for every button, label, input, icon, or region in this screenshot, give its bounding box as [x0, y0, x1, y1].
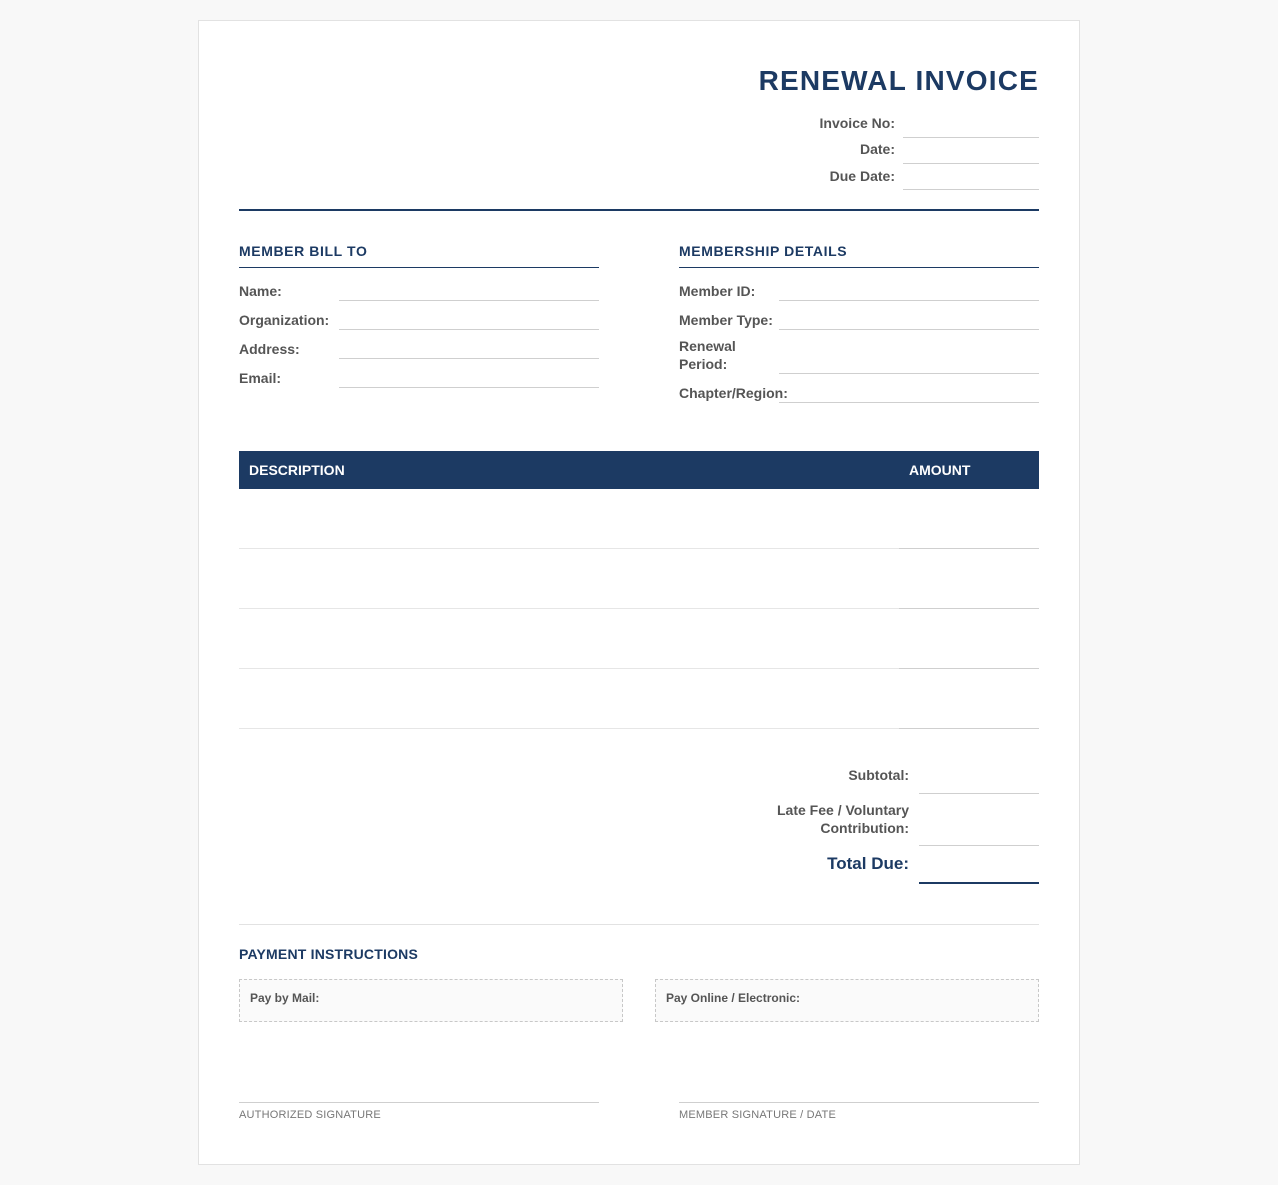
payment-heading: PAYMENT INSTRUCTIONS [239, 946, 419, 962]
address-label: Address: [239, 341, 300, 357]
description-cell[interactable] [239, 548, 899, 549]
amount-cell[interactable] [899, 668, 1039, 669]
member-signature-line[interactable] [679, 1102, 1039, 1103]
total-due-label: Total Due: [827, 854, 909, 873]
organization-label: Organization: [239, 312, 330, 328]
invoice-no-label: Invoice No: [819, 115, 895, 131]
amount-cell[interactable] [899, 608, 1039, 609]
amount-cell[interactable] [899, 728, 1039, 729]
date-label: Date: [859, 141, 895, 157]
address-field[interactable] [339, 358, 599, 359]
organization-field[interactable] [339, 329, 599, 330]
description-cell[interactable] [239, 728, 899, 729]
member-id-label: Member ID: [679, 283, 756, 299]
pay-by-mail-label: Pay by Mail: [250, 991, 320, 1005]
due-date-label: Due Date: [829, 168, 895, 184]
due-date-field[interactable] [903, 189, 1039, 190]
bill-to-rule [239, 267, 599, 268]
name-field[interactable] [339, 300, 599, 301]
authorized-signature-line[interactable] [239, 1102, 599, 1103]
email-label: Email: [239, 370, 282, 386]
amount-column-header: AMOUNT [909, 462, 971, 478]
member-type-field[interactable] [779, 329, 1039, 330]
subtotal-field[interactable] [919, 793, 1039, 794]
late-fee-field[interactable] [919, 845, 1039, 846]
amount-cell[interactable] [899, 548, 1039, 549]
pay-by-mail-box[interactable] [239, 979, 623, 1022]
membership-heading: MEMBERSHIP DETAILS [679, 243, 848, 259]
invoice-title: RENEWAL INVOICE [758, 65, 1039, 96]
member-signature-caption: MEMBER SIGNATURE / DATE [679, 1109, 836, 1121]
invoice-no-field[interactable] [903, 137, 1039, 138]
chapter-region-field[interactable] [779, 402, 1039, 403]
subtotal-label: Subtotal: [848, 767, 909, 783]
bill-to-heading: MEMBER BILL TO [239, 243, 368, 259]
late-fee-label: Late Fee / Voluntary Contribution: [777, 802, 909, 836]
pay-online-box[interactable] [655, 979, 1039, 1022]
membership-rule [679, 267, 1039, 268]
invoice-page [198, 20, 1080, 1165]
pay-online-label: Pay Online / Electronic: [666, 991, 801, 1005]
email-field[interactable] [339, 387, 599, 388]
renewal-period-field[interactable] [779, 373, 1039, 374]
authorized-signature-caption: AUTHORIZED SIGNATURE [239, 1109, 381, 1121]
member-type-label: Member Type: [679, 312, 773, 328]
header-divider [239, 209, 1039, 211]
chapter-region-label: Chapter/Region: [679, 385, 788, 401]
name-label: Name: [239, 283, 282, 299]
renewal-period-label: Renewal Period: [679, 338, 736, 372]
date-field[interactable] [903, 163, 1039, 164]
description-cell[interactable] [239, 668, 899, 669]
items-table-header [239, 451, 1039, 489]
member-id-field[interactable] [779, 300, 1039, 301]
payment-divider [239, 924, 1039, 925]
description-cell[interactable] [239, 608, 899, 609]
total-due-field[interactable] [919, 882, 1039, 884]
description-column-header: DESCRIPTION [249, 462, 345, 478]
